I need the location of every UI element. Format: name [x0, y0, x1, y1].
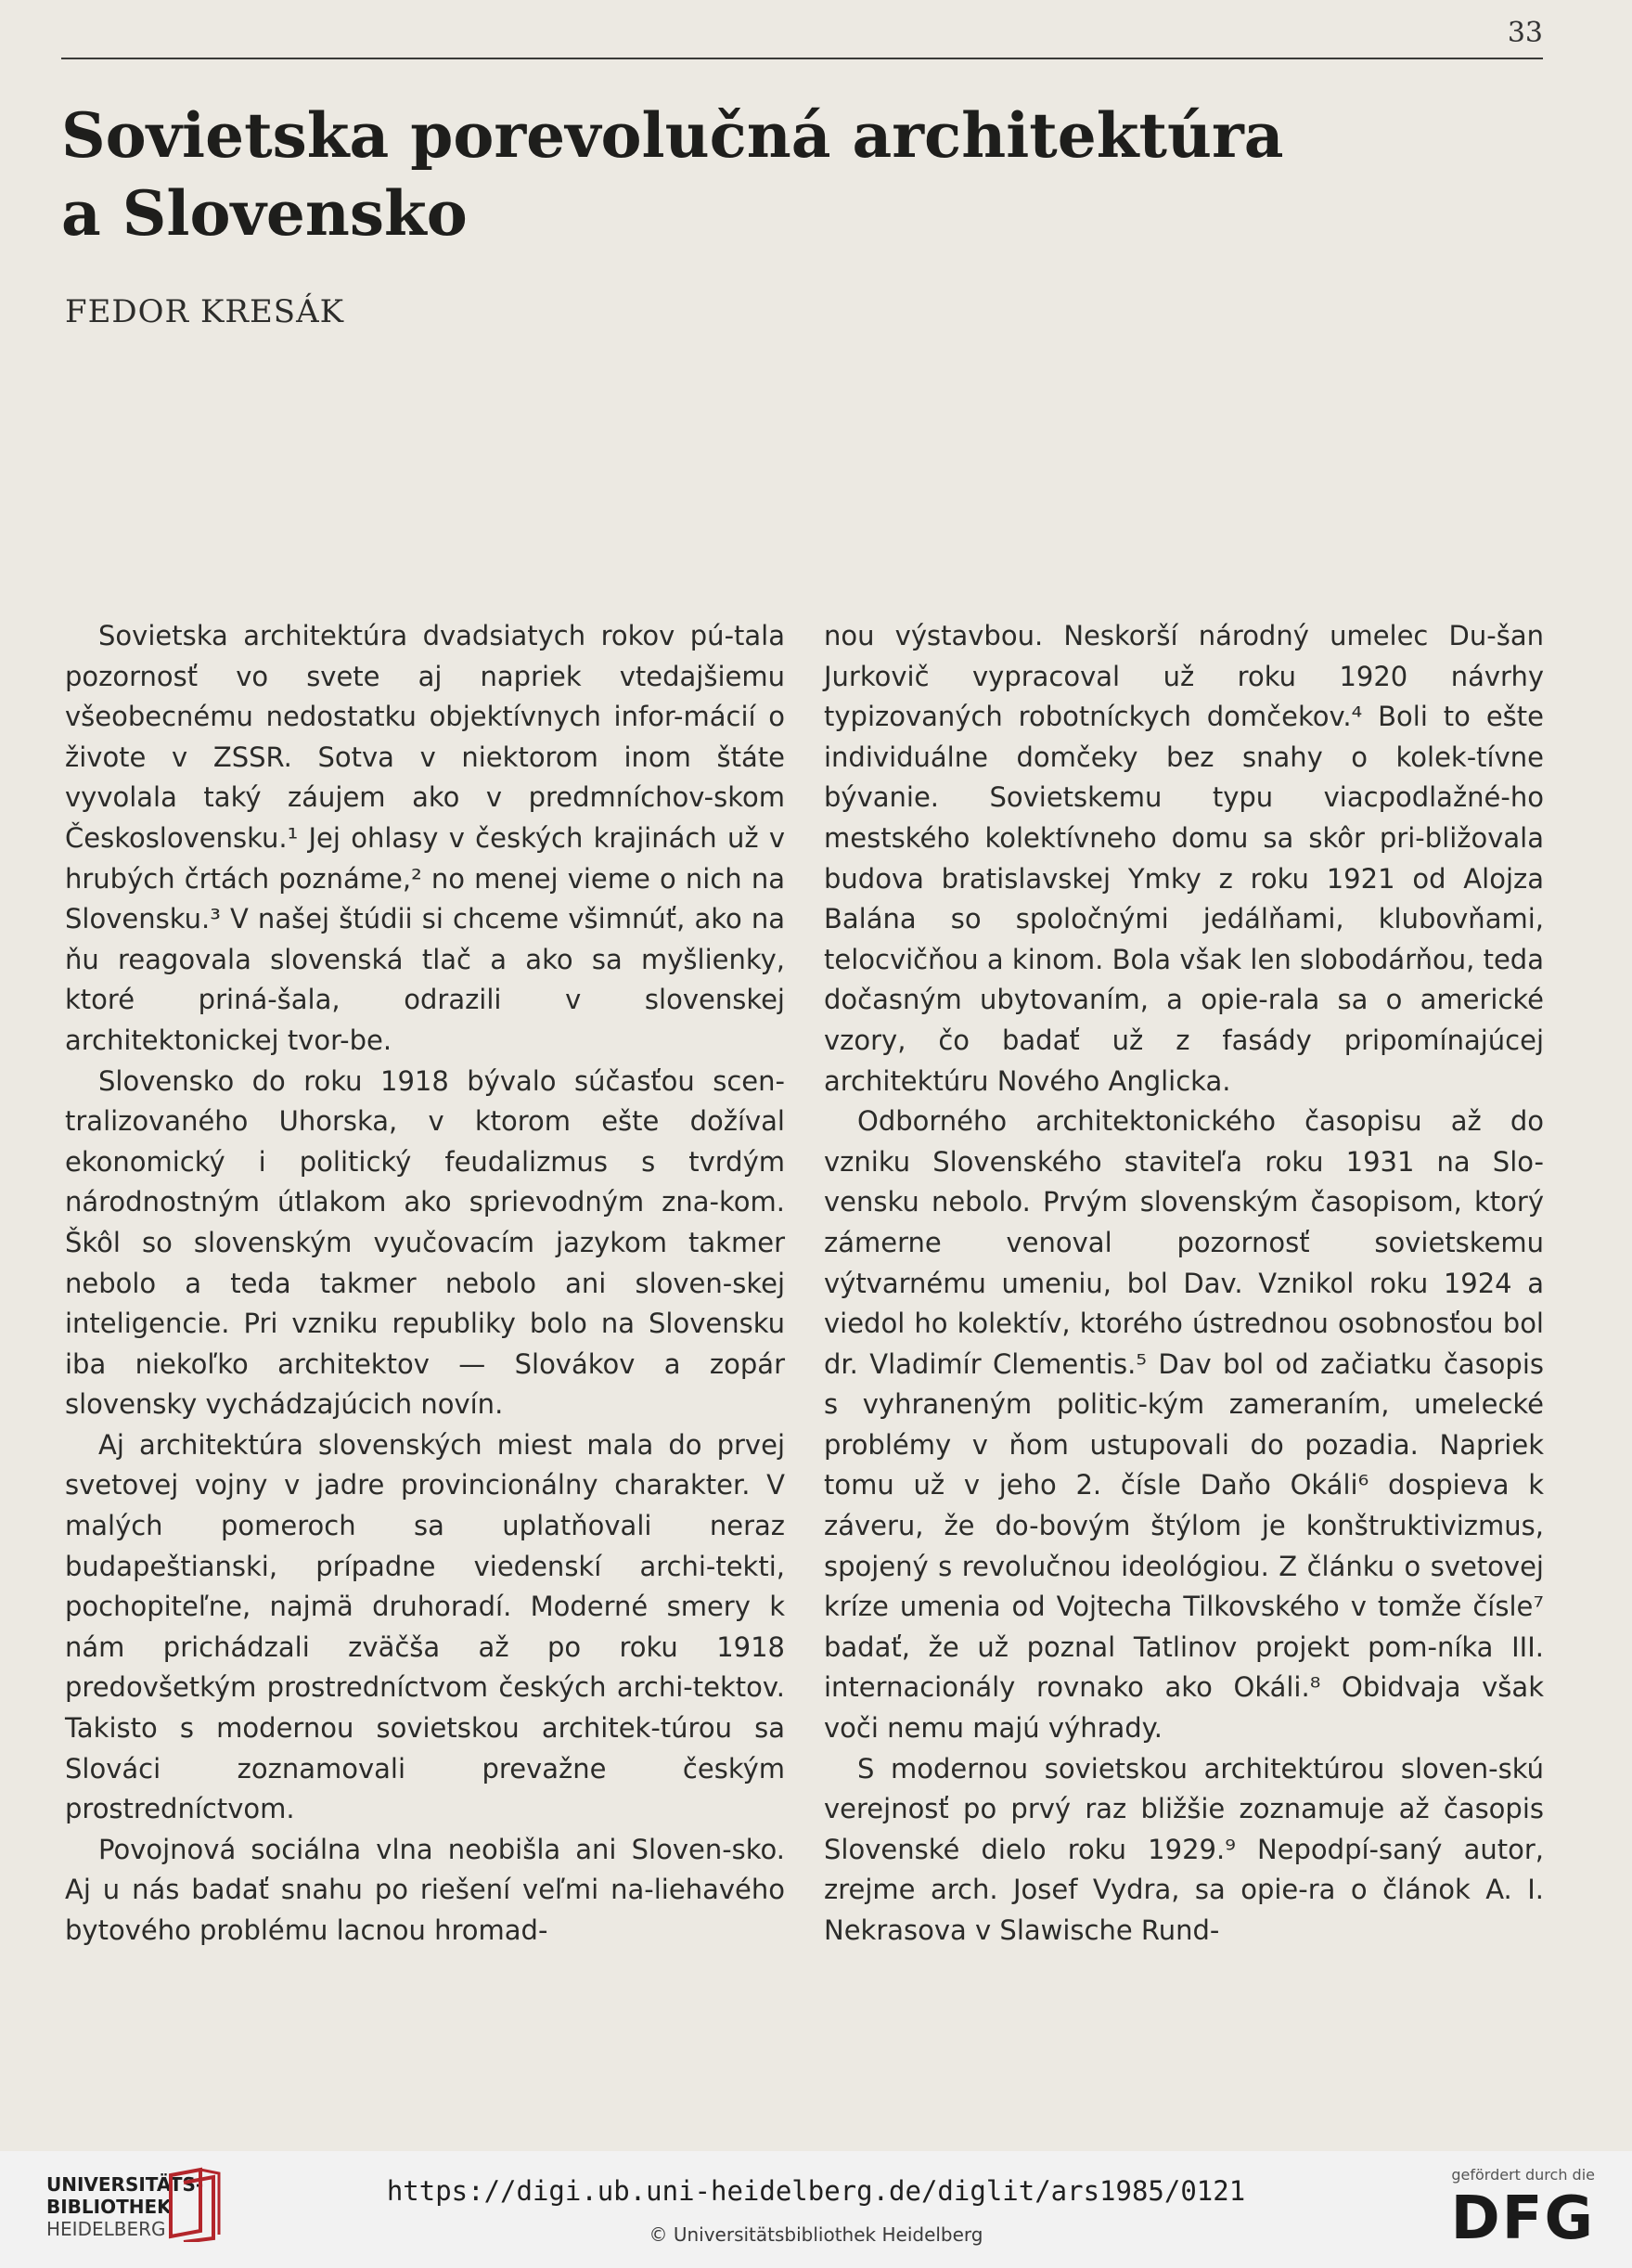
title-line-1: Sovietska porevolučná architektúra	[61, 99, 1284, 172]
funded-by-label: gefördert durch die	[1451, 2166, 1595, 2184]
paragraph: Aj architektúra slovenských miest mala do prvej svetovej vojny v jadre provincionálny charakter. V malých pomeroch sa uplatňovali neraz budapeštianski, prípadne viedenskí archi-tekti, pochopiteľne, najmä druhoradí. Moderné smery k nám prichádzali zväčša až po roku 1918 predovšetkým prostredníctvom českých archi-tektov. Takisto s modernou sovietskou architek-túrou sa Slováci zoznamovali prevažne českým prostredníctvom.	[65, 1428, 785, 1825]
library-name-line: UNIVERSITÄTS-	[46, 2173, 204, 2196]
source-url-link[interactable]: https://digi.ub.uni-heidelberg.de/diglit/ars1985/0121	[386, 2175, 1246, 2207]
paragraph: nou výstavbou. Neskorší národný umelec Du-šan Jurkovič vypracoval už roku 1920 návrhy typizovaných robotníckych domčekov.⁴ Boli to ešte individuálne domčeky bez snahy o kolek-tívne bývanie. Sovietskemu typu viacpodlažné-ho mestského kolektívneho domu sa skôr pri-bližovala budova bratislavskej Ymky z roku 1921 od Alojza Balána so spoločnými jedálňami, klubovňami, telocvičňou a kinom. Bola však len slobodárňou, teda dočasným ubytovaním, a opie-rala sa o americké vzory, čo badať už z fasády pripomínajúcej architektúru Nového Anglicka.	[824, 620, 1544, 1097]
library-name-line: BIBLIOTHEK	[46, 2196, 172, 2218]
author-name: FEDOR KRESÁK	[65, 293, 345, 330]
top-rule	[61, 58, 1543, 59]
paragraph: Sovietska architektúra dvadsiatych rokov pú-tala pozornosť vo svete aj napriek vtedajšiemu všeobecnému nedostatku objektívnych infor-mácií o živote v ZSSR. Sotva v niektorom inom štáte vyvolala taký záujem ako v predmníchov-skom Československu.¹ Jej ohlasy v českých krajinách už v hrubých črtách poznáme,² no menej vieme o nich na Slovensku.³ V našej štúdii si chceme všimnúť, ako na ňu reagovala slovenská tlač a ako sa myšlienky, ktoré priná-šala, odrazili v slovenskej architektonickej tvor-be.	[65, 620, 785, 1056]
library-name-line: HEIDELBERG	[46, 2218, 166, 2240]
paragraph: Odborného architektonického časopisu až do vzniku Slovenského staviteľa roku 1931 na Slo-vensku nebolo. Prvým slovenským časopisom, ktorý zámerne venoval pozornosť sovietskemu výtvarnému umeniu, bol Dav. Vznikol roku 1924 a viedol ho kolektív, ktorého ústrednou osobnosťou bol dr. Vladimír Clementis.⁵ Dav bol od začiatku časopis s vyhraneným politic-kým zameraním, umelecké problémy v ňom ustupovali do pozadia. Napriek tomu už v jeho 2. čísle Daňo Okáli⁶ dospieva k záveru, že do-bovým štýlom je konštruktivizmus, spojený s revolučnou ideológiou. Z článku o svetovej kríze umenia od Vojtecha Tilkovského v tomže čísle⁷ badať, že už poznal Tatlinov projekt pom-níka III. internacionály rovnako ako Okáli.⁸ Obidvaja však voči nemu majú výhrady.	[824, 1105, 1544, 1745]
article-title	[61, 97, 1453, 252]
dfg-logo[interactable]: DFG	[1450, 2184, 1595, 2253]
copyright-notice: © Universitätsbibliothek Heidelberg	[649, 2223, 983, 2246]
right-column	[824, 616, 1544, 1952]
paragraph: Slovensko do roku 1918 bývalo súčasťou scen-tralizovaného Uhorska, v ktorom ešte dožíval ekonomický i politický feudalizmus s tvrdým národnostným útlakom ako sprievodným zna-kom. Škôl so slovenským vyučovacím jazykom takmer nebolo a teda takmer nebolo ani sloven-skej inteligencie. Pri vzniku republiky bolo na Slovensku iba niekoľko architektov — Slovákov a zopár slovensky vychádzajúcich novín.	[65, 1064, 785, 1421]
title-line-2: a Slovensko	[61, 177, 468, 250]
left-column	[65, 616, 785, 1952]
footer-bar	[0, 2151, 1632, 2268]
paragraph: S modernou sovietskou architektúrou sloven-skú verejnosť po prvý raz bližšie zoznamuje až časopis Slovenské dielo roku 1929.⁹ Nepodpí-saný autor, zrejme arch. Josef Vydra, sa opie-ra o článok A. I. Nekrasova v Slawische Rund-	[824, 1752, 1544, 1946]
paragraph: Povojnová sociálna vlna neobišla ani Sloven-sko. Aj u nás badať snahu po riešení veľmi na-liehavého bytového problému lacnou hromad-	[65, 1833, 785, 1946]
page-number: 33	[1507, 17, 1543, 49]
